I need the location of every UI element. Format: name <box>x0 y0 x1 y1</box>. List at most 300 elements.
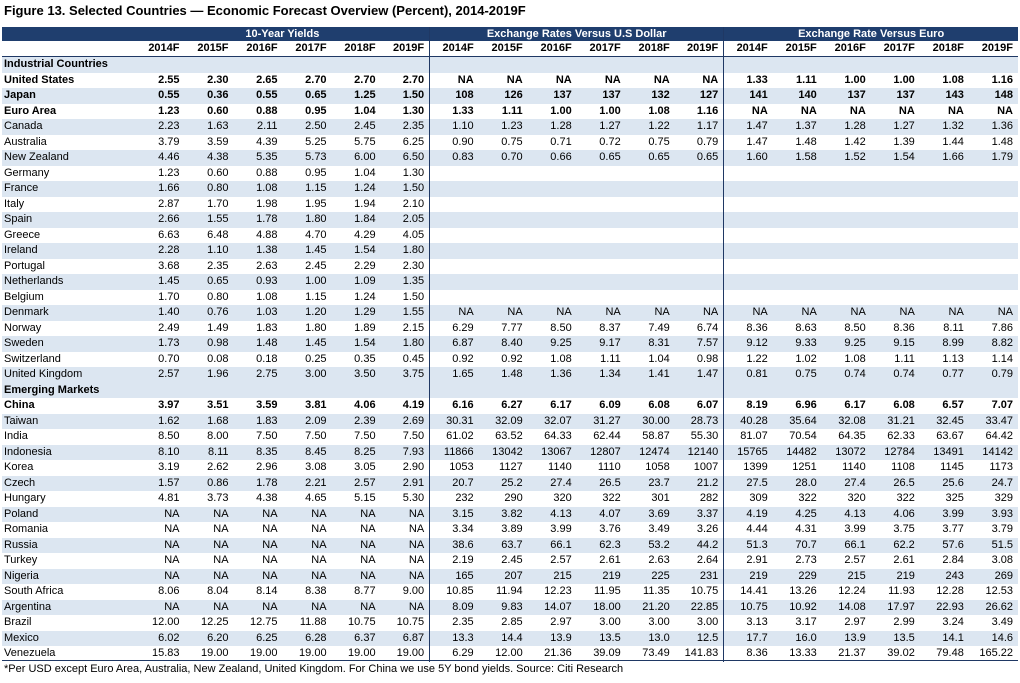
value-cell <box>577 181 626 197</box>
value-cell: 108 <box>430 88 479 104</box>
section-blank-cell <box>381 57 430 73</box>
value-cell: 1.80 <box>381 243 430 259</box>
value-cell: 1.04 <box>648 352 670 365</box>
value-cell: 8.35 <box>234 445 283 461</box>
value-cell: 3.00 <box>599 616 621 629</box>
year-header-cell: 2019F <box>969 41 1018 57</box>
value-cell: 12.53 <box>985 585 1013 598</box>
year-header-cell: 2018F <box>920 41 969 57</box>
value-cell <box>969 181 1018 197</box>
value-cell: 1.24 <box>332 181 381 197</box>
value-cell <box>969 290 1018 306</box>
value-cell: 13.0 <box>626 631 675 647</box>
value-cell: 70.7 <box>773 538 822 554</box>
value-cell <box>626 166 675 182</box>
value-cell: 1110 <box>597 461 621 474</box>
value-cell: 1.45 <box>283 243 332 259</box>
value-cell <box>626 259 675 275</box>
value-cell: 1.44 <box>942 135 964 148</box>
value-cell: 4.25 <box>773 507 822 523</box>
value-cell: 4.70 <box>305 228 327 241</box>
value-cell: 7.57 <box>675 336 724 352</box>
value-cell: 3.99 <box>920 507 969 523</box>
value-cell <box>871 166 920 182</box>
value-cell: 6.87 <box>430 336 479 352</box>
value-cell: NA <box>332 507 381 523</box>
value-cell: 290 <box>504 492 523 505</box>
value-cell: 12140 <box>675 445 724 461</box>
value-cell: 2.91 <box>746 554 768 567</box>
value-cell: 1.11 <box>501 104 523 117</box>
section-blank-cell <box>430 57 479 73</box>
value-cell: 13.5 <box>577 631 626 647</box>
value-cell <box>577 166 626 182</box>
year-header-cell: 2014F <box>136 41 185 57</box>
value-cell <box>479 290 528 306</box>
value-cell: 2.45 <box>305 259 327 272</box>
value-cell <box>920 259 969 275</box>
value-cell: 3.00 <box>675 615 724 631</box>
value-cell: 0.95 <box>305 104 327 117</box>
value-cell: 137 <box>871 88 920 104</box>
value-cell: 4.06 <box>354 399 376 412</box>
value-cell: 1.11 <box>795 73 817 86</box>
value-cell: 4.65 <box>305 492 327 505</box>
value-cell: 0.95 <box>305 166 327 179</box>
value-cell <box>724 181 773 197</box>
value-cell: NA <box>136 600 185 616</box>
year-header-cell: 2015F <box>773 41 822 57</box>
country-row <box>2 445 1018 461</box>
value-cell: 0.08 <box>207 352 229 365</box>
value-cell: 4.13 <box>822 507 871 523</box>
value-cell: 66.1 <box>822 538 871 554</box>
value-cell: 1.14 <box>991 352 1013 365</box>
value-cell: 2.21 <box>283 476 332 492</box>
value-cell <box>479 181 528 197</box>
section-blank-cell <box>528 383 577 399</box>
value-cell <box>675 259 724 275</box>
value-cell: 2.15 <box>381 321 430 337</box>
value-cell: 0.70 <box>158 352 180 365</box>
value-cell <box>675 197 724 213</box>
value-cell: 1.52 <box>822 150 871 166</box>
value-cell: 2.49 <box>158 321 180 334</box>
value-cell: 320 <box>847 492 866 505</box>
value-cell <box>430 181 479 197</box>
value-cell: 1.80 <box>381 336 430 352</box>
value-cell: 1.00 <box>844 73 866 86</box>
value-cell: 3.51 <box>207 399 229 412</box>
value-cell: 1.22 <box>626 119 675 135</box>
country-label: Germany <box>4 166 50 179</box>
value-cell: 7.49 <box>648 321 670 334</box>
section-blank-cell <box>969 57 1018 73</box>
value-cell <box>528 259 577 275</box>
value-cell <box>430 259 479 275</box>
value-cell: 2.30 <box>207 73 229 86</box>
value-cell: 1.27 <box>577 119 626 135</box>
value-cell: 1.89 <box>354 321 376 334</box>
value-cell: 1.70 <box>207 197 229 210</box>
value-cell <box>479 228 528 244</box>
country-row <box>2 631 1018 647</box>
value-cell: 4.05 <box>381 228 430 244</box>
value-cell: 14482 <box>773 445 822 461</box>
value-cell: 3.79 <box>991 523 1013 536</box>
country-row <box>2 429 1018 445</box>
value-cell: 1.47 <box>724 119 773 135</box>
value-cell: 1.60 <box>724 150 773 166</box>
value-cell: 27.5 <box>724 476 773 492</box>
value-cell <box>479 274 528 290</box>
year-header-cell: 2017F <box>871 41 920 57</box>
value-cell: 231 <box>675 569 724 585</box>
value-cell: NA <box>604 73 621 86</box>
country-label: United Kingdom <box>2 367 136 383</box>
value-cell: 6.02 <box>136 631 185 647</box>
value-cell: 2.30 <box>381 259 430 275</box>
value-cell <box>479 259 528 275</box>
value-cell: 25.6 <box>920 476 969 492</box>
value-cell: 7.50 <box>305 430 327 443</box>
value-cell: NA <box>381 600 430 616</box>
value-cell: 12.00 <box>151 616 180 629</box>
country-label: Hungary <box>4 492 46 505</box>
value-cell: 4.44 <box>746 523 768 536</box>
value-cell: 1.08 <box>550 352 572 365</box>
value-cell: 2.63 <box>256 259 278 272</box>
value-cell <box>626 197 675 213</box>
value-cell: 143 <box>920 88 969 104</box>
value-cell: 15765 <box>724 445 773 461</box>
value-cell: 1.08 <box>942 73 964 86</box>
value-cell: 1.38 <box>234 243 283 259</box>
value-cell <box>822 197 871 213</box>
value-cell: 32.08 <box>822 414 871 430</box>
value-cell: NA <box>360 523 376 536</box>
value-cell: 1.66 <box>920 150 969 166</box>
value-cell <box>773 212 822 228</box>
value-cell: 225 <box>626 569 675 585</box>
value-cell: NA <box>332 600 381 616</box>
country-row <box>2 522 1018 538</box>
value-cell: 20.7 <box>430 476 479 492</box>
value-cell: 269 <box>969 569 1018 585</box>
value-cell: NA <box>920 305 969 321</box>
value-cell: 6.28 <box>283 631 332 647</box>
group-header-eur: Exchange Rate Versus Euro <box>724 27 1018 41</box>
value-cell <box>773 259 822 275</box>
value-cell: 10.75 <box>348 616 376 629</box>
value-cell: 14.6 <box>969 631 1018 647</box>
section-blank-cell <box>185 383 234 399</box>
value-cell: 1.78 <box>234 212 283 228</box>
value-cell: 0.88 <box>256 104 278 117</box>
section-label: Emerging Markets <box>2 383 136 399</box>
value-cell: 1.66 <box>136 181 185 197</box>
value-cell: 1.30 <box>381 104 430 120</box>
value-cell: 3.76 <box>599 523 621 536</box>
section-blank-cell <box>479 57 528 73</box>
value-cell: 8.31 <box>626 336 675 352</box>
country-row <box>2 476 1018 492</box>
value-cell: 1108 <box>891 461 915 474</box>
section-blank-cell <box>773 57 822 73</box>
section-blank-cell <box>626 383 675 399</box>
value-cell: 1.15 <box>305 290 327 303</box>
value-cell: 0.79 <box>969 367 1018 383</box>
value-cell: 26.62 <box>969 600 1018 616</box>
value-cell: 79.48 <box>936 647 964 660</box>
value-cell: 322 <box>602 492 621 505</box>
value-cell: 229 <box>773 569 822 585</box>
value-cell: NA <box>234 538 283 554</box>
value-cell: 12807 <box>577 445 626 461</box>
value-cell: 12.23 <box>544 585 572 598</box>
value-cell: 27.4 <box>528 476 577 492</box>
value-cell: 1.33 <box>746 73 768 86</box>
value-cell: 1.78 <box>234 476 283 492</box>
value-cell <box>920 181 969 197</box>
section-blank-cell <box>920 57 969 73</box>
value-cell: 17.7 <box>724 631 773 647</box>
value-cell: 4.46 <box>136 150 185 166</box>
value-cell: 1.47 <box>675 367 724 383</box>
value-cell <box>871 290 920 306</box>
value-cell: 8.99 <box>920 336 969 352</box>
value-cell: 2.70 <box>305 73 327 86</box>
year-header-cell: 2019F <box>381 41 430 57</box>
value-cell: 1.11 <box>894 352 915 365</box>
value-cell: 10.85 <box>446 585 474 598</box>
value-cell: 3.49 <box>648 523 670 536</box>
year-header-cell: 2016F <box>822 41 871 57</box>
value-cell: 81.07 <box>740 430 768 443</box>
value-cell: 22.85 <box>675 600 724 616</box>
value-cell: NA <box>262 523 278 536</box>
value-cell: 1.48 <box>991 135 1013 148</box>
country-row <box>2 88 1018 104</box>
value-cell: 8.36 <box>746 321 768 334</box>
value-cell <box>969 228 1018 244</box>
value-cell: 1.80 <box>283 212 332 228</box>
value-cell: NA <box>136 538 185 554</box>
value-cell: 12.24 <box>838 585 866 598</box>
value-cell: 13.3 <box>430 631 479 647</box>
value-cell: 32.09 <box>479 414 528 430</box>
value-cell: 3.81 <box>305 399 327 412</box>
value-cell: 7.50 <box>256 430 278 443</box>
value-cell: 1.95 <box>305 197 327 210</box>
value-cell: 0.83 <box>430 150 479 166</box>
country-row <box>2 367 1018 383</box>
value-cell: 1.15 <box>283 181 332 197</box>
value-cell <box>871 259 920 275</box>
value-cell: 329 <box>994 492 1013 505</box>
value-cell <box>577 259 626 275</box>
value-cell: NA <box>871 305 920 321</box>
value-cell: 1140 <box>842 461 866 474</box>
value-cell: 0.93 <box>234 274 283 290</box>
value-cell: 8.82 <box>969 336 1018 352</box>
value-cell: NA <box>381 538 430 554</box>
group-header-usd: Exchange Rates Versus U.S Dollar <box>430 27 724 41</box>
value-cell: 1140 <box>548 461 572 474</box>
value-cell: 137 <box>822 88 871 104</box>
value-cell: NA <box>283 569 332 585</box>
value-cell: 1.08 <box>234 181 283 197</box>
value-cell: 0.71 <box>550 135 572 148</box>
year-header-cell: 2014F <box>430 41 479 57</box>
value-cell: 5.25 <box>305 135 327 148</box>
country-label: Sweden <box>2 336 136 352</box>
value-cell: 282 <box>675 491 724 507</box>
section-blank-cell <box>234 57 283 73</box>
value-cell: 6.29 <box>452 321 474 334</box>
value-cell: 0.75 <box>648 135 670 148</box>
value-cell <box>724 259 773 275</box>
value-cell: 1.42 <box>844 135 866 148</box>
value-cell: 9.33 <box>773 336 822 352</box>
section-blank-cell <box>332 57 381 73</box>
value-cell <box>773 274 822 290</box>
value-cell: 0.90 <box>452 135 474 148</box>
value-cell: 14.1 <box>920 631 969 647</box>
value-cell: 3.05 <box>354 461 376 474</box>
value-cell: 28.0 <box>773 476 822 492</box>
value-cell: 40.28 <box>724 414 773 430</box>
value-cell <box>626 243 675 259</box>
year-header-cell: 2018F <box>332 41 381 57</box>
value-cell: 0.65 <box>626 150 675 166</box>
country-row <box>2 336 1018 352</box>
value-cell: 2.28 <box>136 243 185 259</box>
country-label: Argentina <box>2 600 136 616</box>
country-label: Nigeria <box>2 569 136 585</box>
country-label: Turkey <box>4 554 38 567</box>
country-label: Portugal <box>4 259 45 272</box>
value-cell: 6.25 <box>381 135 430 151</box>
value-cell: 1.55 <box>185 212 234 228</box>
value-cell: 73.49 <box>642 647 670 660</box>
value-cell: 19.00 <box>201 647 229 660</box>
value-cell: 1.79 <box>969 150 1018 166</box>
value-cell <box>528 166 577 182</box>
value-cell: 3.75 <box>893 523 915 536</box>
value-cell <box>675 243 724 259</box>
value-cell: 132 <box>626 88 675 104</box>
value-cell <box>822 181 871 197</box>
year-header-cell: 2014F <box>724 41 773 57</box>
value-cell: 39.02 <box>887 647 915 660</box>
section-blank-cell <box>381 383 430 399</box>
value-cell: 9.83 <box>479 600 528 616</box>
value-cell: 1.40 <box>136 305 185 321</box>
value-cell: 64.35 <box>838 430 866 443</box>
value-cell: 0.98 <box>185 336 234 352</box>
value-cell: 1.36 <box>969 119 1018 135</box>
value-cell: 58.87 <box>642 430 670 443</box>
value-cell: 2.45 <box>332 119 381 135</box>
value-cell: 13.26 <box>789 585 817 598</box>
value-cell: 6.00 <box>332 150 381 166</box>
value-cell: 6.20 <box>185 631 234 647</box>
value-cell: 12784 <box>871 445 920 461</box>
section-blank-cell <box>724 57 773 73</box>
section-blank-cell <box>871 57 920 73</box>
value-cell: 33.47 <box>969 414 1018 430</box>
value-cell: 322 <box>798 492 817 505</box>
value-cell: 1.73 <box>136 336 185 352</box>
value-cell: 2.84 <box>942 554 964 567</box>
value-cell: 13.5 <box>871 631 920 647</box>
value-cell: 2.09 <box>283 414 332 430</box>
country-label: Ireland <box>2 243 136 259</box>
value-cell: 1173 <box>989 461 1013 474</box>
country-row <box>2 321 1018 337</box>
value-cell: 2.63 <box>648 554 670 567</box>
section-blank-cell <box>136 57 185 73</box>
country-row <box>2 135 1018 151</box>
value-cell: 3.08 <box>305 461 327 474</box>
section-blank-cell <box>871 383 920 399</box>
country-row <box>2 290 1018 306</box>
value-cell: 8.38 <box>305 585 327 598</box>
value-cell: 6.27 <box>501 399 523 412</box>
section-blank-cell <box>234 383 283 399</box>
value-cell: 322 <box>896 492 915 505</box>
value-cell: 1.54 <box>332 243 381 259</box>
value-cell <box>920 166 969 182</box>
value-cell: 26.5 <box>577 476 626 492</box>
value-cell: 14.41 <box>740 585 768 598</box>
country-row <box>2 615 1018 631</box>
value-cell <box>528 197 577 213</box>
value-cell: 1007 <box>675 460 724 476</box>
value-cell <box>822 243 871 259</box>
value-cell: 1.29 <box>332 305 381 321</box>
value-cell <box>822 274 871 290</box>
value-cell: 0.45 <box>381 352 430 368</box>
value-cell: 9.15 <box>871 336 920 352</box>
value-cell: 18.00 <box>577 600 626 616</box>
country-label: Canada <box>2 119 136 135</box>
value-cell <box>871 181 920 197</box>
value-cell <box>479 212 528 228</box>
country-row <box>2 274 1018 290</box>
value-cell: 0.88 <box>256 166 278 179</box>
value-cell: 21.20 <box>626 600 675 616</box>
value-cell: 7.77 <box>501 321 523 334</box>
value-cell: 63.67 <box>936 430 964 443</box>
value-cell: 1.11 <box>600 352 621 365</box>
value-cell: 6.09 <box>599 399 621 412</box>
value-cell: 0.79 <box>675 135 724 151</box>
value-cell: 8.40 <box>479 336 528 352</box>
country-row <box>2 197 1018 213</box>
value-cell: 1.49 <box>207 321 229 334</box>
value-cell <box>920 274 969 290</box>
value-cell: NA <box>164 523 180 536</box>
value-cell <box>871 212 920 228</box>
value-cell: 0.81 <box>724 367 773 383</box>
value-cell: 1.13 <box>942 352 964 365</box>
value-cell: 2.85 <box>501 616 523 629</box>
value-cell: 2.45 <box>501 554 523 567</box>
country-label: Australia <box>4 135 47 148</box>
value-cell: NA <box>724 305 773 321</box>
